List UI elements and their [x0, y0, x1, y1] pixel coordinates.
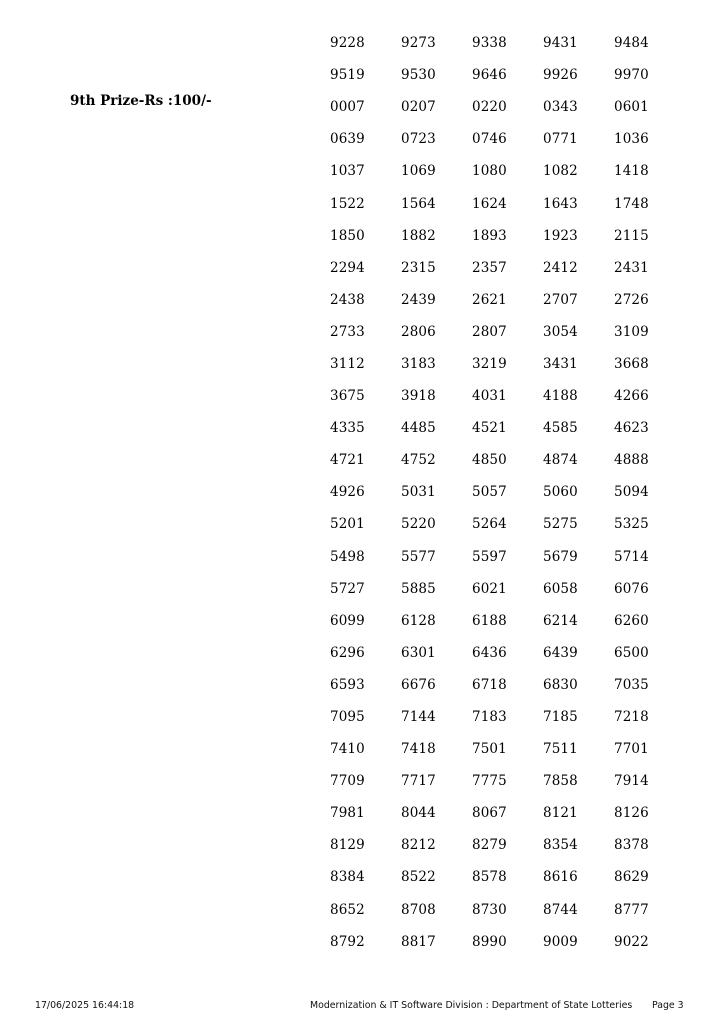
ticket-number: 4926	[330, 484, 365, 501]
ticket-number: 4521	[472, 420, 507, 437]
ticket-number: 5094	[614, 484, 649, 501]
ticket-number: 1037	[330, 163, 365, 180]
ticket-number: 0220	[472, 99, 507, 116]
ticket-number: 6593	[330, 676, 365, 693]
winning-numbers-grid	[330, 27, 685, 958]
ticket-number: 4188	[543, 388, 578, 405]
ticket-number: 9646	[472, 67, 507, 84]
number-row	[330, 861, 685, 893]
ticket-number: 1893	[472, 227, 507, 244]
number-row	[330, 252, 685, 284]
footer-division: Modernization & IT Software Division : Department of State Lotteries	[310, 1000, 633, 1011]
ticket-number: 6500	[614, 644, 649, 661]
ticket-number: 1923	[543, 227, 578, 244]
ticket-number: 6301	[401, 644, 436, 661]
ticket-number: 5060	[543, 484, 578, 501]
ticket-number: 5325	[614, 516, 649, 533]
ticket-number: 5885	[401, 580, 436, 597]
ticket-number: 1624	[472, 195, 507, 212]
ticket-number: 5727	[330, 580, 365, 597]
ticket-number: 5057	[472, 484, 507, 501]
ticket-number: 8777	[614, 901, 649, 918]
number-row	[330, 348, 685, 380]
ticket-number: 5597	[472, 548, 507, 565]
ticket-number: 1418	[614, 163, 649, 180]
ticket-number: 2733	[330, 323, 365, 340]
ticket-number: 6830	[543, 676, 578, 693]
ticket-number: 7410	[330, 741, 365, 758]
number-row	[330, 220, 685, 252]
ticket-number: 5264	[472, 516, 507, 533]
ticket-number: 6296	[330, 644, 365, 661]
ticket-number: 7035	[614, 676, 649, 693]
ticket-number: 6128	[401, 612, 436, 629]
ticket-number: 3668	[614, 355, 649, 372]
number-row	[330, 765, 685, 797]
number-row	[330, 573, 685, 605]
ticket-number: 7511	[543, 741, 578, 758]
ticket-number: 7095	[330, 709, 365, 726]
ticket-number: 2807	[472, 323, 507, 340]
number-row	[330, 797, 685, 829]
ticket-number: 6718	[472, 676, 507, 693]
ticket-number: 5679	[543, 548, 578, 565]
ticket-number: 6099	[330, 612, 365, 629]
ticket-number: 1069	[401, 163, 436, 180]
ticket-number: 2806	[401, 323, 436, 340]
ticket-number: 8067	[472, 805, 507, 822]
ticket-number: 6260	[614, 612, 649, 629]
number-row	[330, 444, 685, 476]
ticket-number: 6214	[543, 612, 578, 629]
ticket-number: 7717	[401, 773, 436, 790]
ticket-number: 3054	[543, 323, 578, 340]
ticket-number: 7775	[472, 773, 507, 790]
number-row	[330, 476, 685, 508]
ticket-number: 6058	[543, 580, 578, 597]
ticket-number: 7144	[401, 709, 436, 726]
ticket-number: 7218	[614, 709, 649, 726]
ticket-number: 1850	[330, 227, 365, 244]
ticket-number: 1643	[543, 195, 578, 212]
ticket-number: 2294	[330, 259, 365, 276]
ticket-number: 7914	[614, 773, 649, 790]
ticket-number: 8990	[472, 933, 507, 950]
ticket-number: 9431	[543, 35, 578, 52]
ticket-number: 1748	[614, 195, 649, 212]
ticket-number: 8708	[401, 901, 436, 918]
ticket-number: 8817	[401, 933, 436, 950]
ticket-number: 8578	[472, 869, 507, 886]
ticket-number: 0343	[543, 99, 578, 116]
ticket-number: 3109	[614, 323, 649, 340]
ticket-number: 8522	[401, 869, 436, 886]
ticket-number: 9338	[472, 35, 507, 52]
ticket-number: 1080	[472, 163, 507, 180]
ticket-number: 0771	[543, 131, 578, 148]
number-row	[330, 733, 685, 765]
ticket-number: 7185	[543, 709, 578, 726]
ticket-number: 7183	[472, 709, 507, 726]
ticket-number: 7701	[614, 741, 649, 758]
ticket-number: 9228	[330, 35, 365, 52]
ticket-number: 2439	[401, 291, 436, 308]
ticket-number: 8129	[330, 837, 365, 854]
ticket-number: 7418	[401, 741, 436, 758]
ticket-number: 8384	[330, 869, 365, 886]
ticket-number: 3183	[401, 355, 436, 372]
ticket-number: 7981	[330, 805, 365, 822]
ticket-number: 1564	[401, 195, 436, 212]
ticket-number: 4850	[472, 452, 507, 469]
ticket-number: 2431	[614, 259, 649, 276]
ticket-number: 1882	[401, 227, 436, 244]
ticket-number: 4485	[401, 420, 436, 437]
ticket-number: 6439	[543, 644, 578, 661]
ticket-number: 1036	[614, 131, 649, 148]
number-row	[330, 508, 685, 540]
number-row	[330, 637, 685, 669]
number-row	[330, 541, 685, 573]
ticket-number: 2621	[472, 291, 507, 308]
ticket-number: 3219	[472, 355, 507, 372]
ticket-number: 0007	[330, 99, 365, 116]
ticket-number: 9530	[401, 67, 436, 84]
ticket-number: 8354	[543, 837, 578, 854]
ticket-number: 4623	[614, 420, 649, 437]
ticket-number: 6676	[401, 676, 436, 693]
ticket-number: 6436	[472, 644, 507, 661]
ticket-number: 0723	[401, 131, 436, 148]
ticket-number: 8792	[330, 933, 365, 950]
ticket-number: 4874	[543, 452, 578, 469]
number-row	[330, 605, 685, 637]
ticket-number: 8126	[614, 805, 649, 822]
ticket-number: 5498	[330, 548, 365, 565]
ticket-number: 5201	[330, 516, 365, 533]
ticket-number: 8652	[330, 901, 365, 918]
ticket-number: 5275	[543, 516, 578, 533]
ticket-number: 2412	[543, 259, 578, 276]
number-row	[330, 894, 685, 926]
ticket-number: 3675	[330, 388, 365, 405]
ticket-number: 2115	[614, 227, 649, 244]
number-row	[330, 27, 685, 59]
number-row	[330, 91, 685, 123]
ticket-number: 7709	[330, 773, 365, 790]
ticket-number: 0746	[472, 131, 507, 148]
footer-timestamp: 17/06/2025 16:44:18	[35, 1000, 135, 1011]
number-row	[330, 701, 685, 733]
number-row	[330, 926, 685, 958]
ticket-number: 8279	[472, 837, 507, 854]
ticket-number: 4266	[614, 388, 649, 405]
number-row	[330, 829, 685, 861]
number-row	[330, 59, 685, 91]
ticket-number: 2726	[614, 291, 649, 308]
ticket-number: 4335	[330, 420, 365, 437]
ticket-number: 2707	[543, 291, 578, 308]
ticket-number: 1522	[330, 195, 365, 212]
ticket-number: 4752	[401, 452, 436, 469]
number-row	[330, 123, 685, 155]
ticket-number: 3112	[330, 355, 365, 372]
ticket-number: 7858	[543, 773, 578, 790]
ticket-number: 6076	[614, 580, 649, 597]
ticket-number: 5714	[614, 548, 649, 565]
ticket-number: 9273	[401, 35, 436, 52]
ticket-number: 5220	[401, 516, 436, 533]
ticket-number: 4031	[472, 388, 507, 405]
ticket-number: 0207	[401, 99, 436, 116]
ticket-number: 8616	[543, 869, 578, 886]
prize-title: 9th Prize-Rs :100/-	[70, 93, 212, 109]
number-row	[330, 284, 685, 316]
ticket-number: 2438	[330, 291, 365, 308]
number-row	[330, 380, 685, 412]
ticket-number: 8744	[543, 901, 578, 918]
ticket-number: 9519	[330, 67, 365, 84]
ticket-number: 8730	[472, 901, 507, 918]
ticket-number: 4585	[543, 420, 578, 437]
ticket-number: 6021	[472, 580, 507, 597]
ticket-number: 0639	[330, 131, 365, 148]
ticket-number: 8121	[543, 805, 578, 822]
number-row	[330, 155, 685, 187]
ticket-number: 4721	[330, 452, 365, 469]
ticket-number: 7501	[472, 741, 507, 758]
number-row	[330, 669, 685, 701]
footer-page-number: Page 3	[652, 1000, 684, 1011]
ticket-number: 9970	[614, 67, 649, 84]
ticket-number: 9022	[614, 933, 649, 950]
number-row	[330, 187, 685, 219]
ticket-number: 5577	[401, 548, 436, 565]
number-row	[330, 316, 685, 348]
ticket-number: 8212	[401, 837, 436, 854]
ticket-number: 9926	[543, 67, 578, 84]
ticket-number: 6188	[472, 612, 507, 629]
ticket-number: 1082	[543, 163, 578, 180]
ticket-number: 8378	[614, 837, 649, 854]
ticket-number: 2315	[401, 259, 436, 276]
ticket-number: 8044	[401, 805, 436, 822]
ticket-number: 0601	[614, 99, 649, 116]
ticket-number: 8629	[614, 869, 649, 886]
ticket-number: 9484	[614, 35, 649, 52]
ticket-number: 3918	[401, 388, 436, 405]
ticket-number: 3431	[543, 355, 578, 372]
ticket-number: 9009	[543, 933, 578, 950]
ticket-number: 2357	[472, 259, 507, 276]
number-row	[330, 412, 685, 444]
ticket-number: 5031	[401, 484, 436, 501]
ticket-number: 4888	[614, 452, 649, 469]
